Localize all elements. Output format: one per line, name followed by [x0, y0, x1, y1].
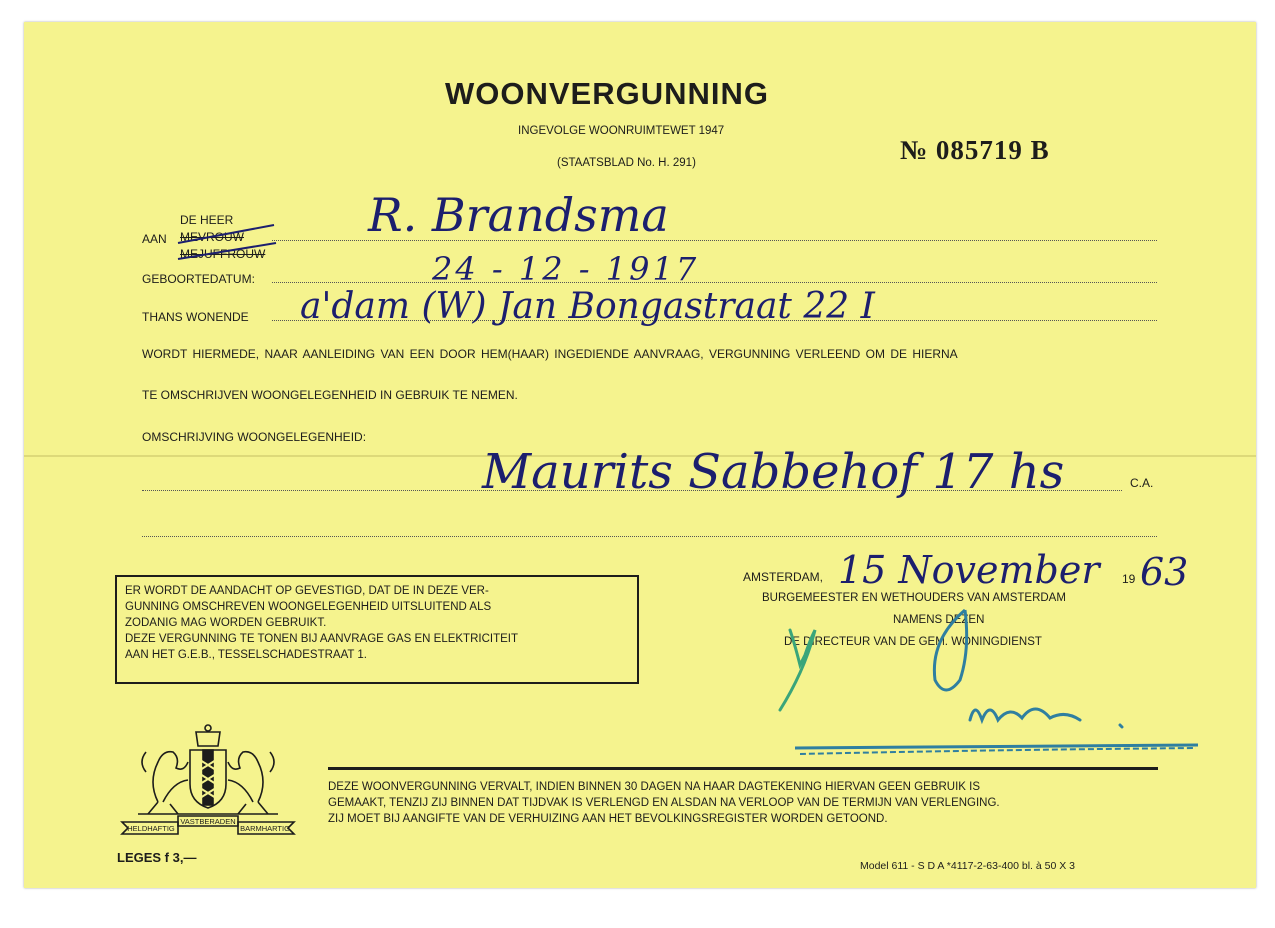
signature-place: AMSTERDAM,: [743, 570, 824, 584]
handwritten-name: R. Brandsma: [368, 188, 669, 242]
seal-motto-heldhaftig: HELDHAFTIG: [127, 824, 175, 833]
notice-line: GUNNING OMSCHREVEN WOONGELEGENHEID UITSLUITEND ALS: [125, 601, 492, 613]
handwritten-birthdate: 24 - 12 - 1917: [432, 250, 700, 288]
signature-line-3: DE DIRECTEUR VAN DE GEM. WONINGDIENST: [784, 636, 1042, 648]
dotted-line-birthdate: [272, 282, 1157, 283]
signature-ink-marks: [760, 600, 1210, 770]
handwritten-residence: a'dam (W) Jan Bongastraat 22 I: [300, 286, 875, 327]
handwritten-date: 15 November: [838, 548, 1100, 592]
year-prefix: 19: [1122, 572, 1136, 586]
permit-number: № 085719 B: [900, 135, 1050, 165]
notice-line: ZODANIG MAG WORDEN GEBRUIKT.: [125, 617, 327, 629]
amsterdam-coat-of-arms-icon: [118, 722, 298, 844]
salutation-mejuffrouw: MEJUFFROUW: [180, 247, 266, 261]
document-subtitle-staatsblad: (STAATSBLAD No. H. 291): [557, 157, 696, 169]
salutation-mevrouw: MEVROUW: [180, 230, 244, 244]
expiry-line: DEZE WOONVERGUNNING VERVALT, INDIEN BINNEN 30 DAGEN NA HAAR DAGTEKENING HIERVAN GEEN GEBRUIK IS: [328, 781, 981, 793]
leges-fee: LEGES f 3,—: [117, 850, 197, 865]
seal-motto-vastberaden: VASTBERADEN: [180, 817, 236, 826]
label-ca: C.A.: [1130, 476, 1154, 490]
expiry-notice: [328, 767, 1158, 827]
notice-line: DEZE VERGUNNING TE TONEN BIJ AANVRAGE GAS EN ELEKTRICITEIT: [125, 633, 518, 645]
label-omschrijving: OMSCHRIJVING WOONGELEGENHEID:: [142, 430, 367, 444]
expiry-line: ZIJ MOET BIJ AANGIFTE VAN DE VERHUIZING AAN HET BEVOLKINGSREGISTER WORDEN GETOOND.: [328, 813, 888, 825]
model-number: Model 611 - S D A *4117-2-63-400 bl. à 50 X 3: [860, 860, 1075, 872]
seal-motto-barmhartig: BARMHARTIG: [240, 824, 290, 833]
signature-line-1: BURGEMEESTER EN WETHOUDERS VAN AMSTERDAM: [762, 592, 1066, 604]
strike-marks: [176, 215, 286, 260]
handwritten-year: 63: [1140, 550, 1189, 594]
handwritten-description: Maurits Sabbehof 17 hs: [482, 444, 1065, 500]
body-text-line-1: WORDT HIERMEDE, NAAR AANLEIDING VAN EEN DOOR HEM(HAAR) INGEDIENDE AANVRAAG, VERGUNNING VERLEEND OM DE HIERNA: [142, 347, 958, 361]
notice-line: ER WORDT DE AANDACHT OP GEVESTIGD, DAT DE IN DEZE VER-: [125, 585, 489, 597]
label-thans-wonende: THANS WONENDE: [142, 310, 249, 324]
document-subtitle-law: INGEVOLGE WOONRUIMTEWET 1947: [518, 125, 725, 137]
label-geboortedatum: GEBOORTEDATUM:: [142, 272, 255, 286]
dotted-line-description-2: [142, 536, 1157, 537]
notice-box: [115, 575, 639, 684]
salutation-de-heer: DE HEER: [180, 213, 234, 227]
label-aan: AAN: [142, 232, 167, 246]
document-title: WOONVERGUNNING: [445, 76, 769, 111]
body-text-line-2: TE OMSCHRIJVEN WOONGELEGENHEID IN GEBRUIK TE NEMEN.: [142, 388, 518, 402]
signature-line-2: NAMENS DEZEN: [893, 614, 985, 626]
notice-line: AAN HET G.E.B., TESSELSCHADESTRAAT 1.: [125, 649, 367, 661]
expiry-line: GEMAAKT, TENZIJ ZIJ BINNEN DAT TIJDVAK IS VERLENGD EN ALSDAN NA VERLOOP VAN DE TERMIJN VAN VERLENGING.: [328, 797, 1000, 809]
